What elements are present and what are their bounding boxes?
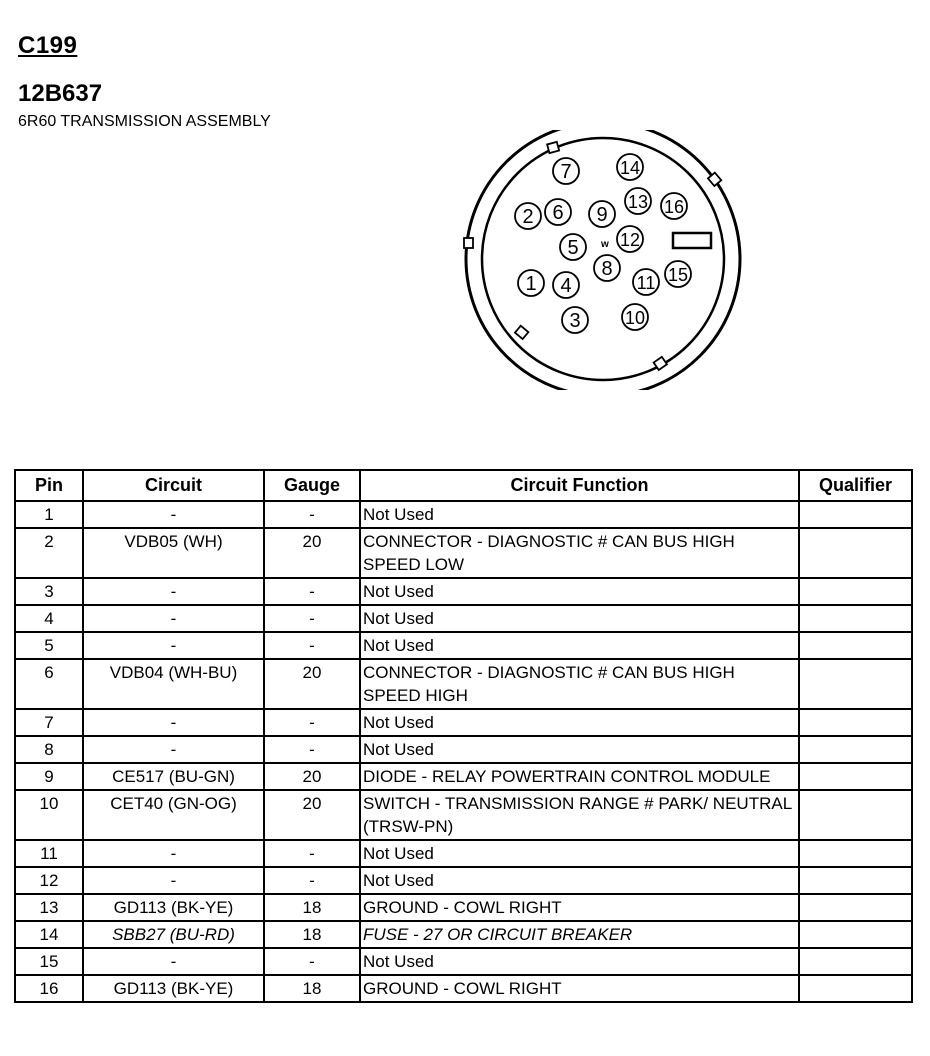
cell-gauge: - <box>264 501 360 528</box>
table-row <box>15 605 912 632</box>
cell-pin: 1 <box>15 501 83 528</box>
cell-gauge: 18 <box>264 975 360 1002</box>
table-row <box>15 501 912 528</box>
connector-face-diagram <box>462 130 744 390</box>
cell-circuit: - <box>83 736 264 763</box>
table-row <box>15 659 912 709</box>
connector-id: C199 <box>18 32 78 59</box>
pin-table <box>14 469 913 1003</box>
cell-pin: 6 <box>15 659 83 709</box>
table-row <box>15 975 912 1002</box>
table-row <box>15 632 912 659</box>
pin-label: 11 <box>636 273 656 293</box>
cell-circuit: SBB27 (BU-RD) <box>83 921 264 948</box>
cell-pin: 5 <box>15 632 83 659</box>
cell-circuit-function: GROUND - COWL RIGHT <box>360 975 799 1002</box>
cell-qualifier <box>799 578 912 605</box>
pin-label: 5 <box>567 237 579 259</box>
table-row <box>15 948 912 975</box>
cell-gauge: 18 <box>264 921 360 948</box>
cell-gauge: - <box>264 948 360 975</box>
cell-gauge: - <box>264 605 360 632</box>
notch-lower-left <box>515 326 528 339</box>
cell-circuit-function: FUSE - 27 OR CIRCUIT BREAKER <box>360 921 799 948</box>
header-gauge: Gauge <box>264 470 360 501</box>
cell-gauge: 20 <box>264 763 360 790</box>
pin-label: 15 <box>667 265 689 285</box>
cell-qualifier <box>799 659 912 709</box>
table-row <box>15 894 912 921</box>
cell-circuit: - <box>83 867 264 894</box>
table-row <box>15 528 912 578</box>
cell-qualifier <box>799 894 912 921</box>
cell-qualifier <box>799 501 912 528</box>
pin-label: 8 <box>601 258 613 280</box>
cell-pin: 16 <box>15 975 83 1002</box>
cell-circuit-function: Not Used <box>360 867 799 894</box>
cell-circuit-function: Not Used <box>360 632 799 659</box>
cell-circuit: CE517 (BU-GN) <box>83 763 264 790</box>
cell-qualifier <box>799 790 912 840</box>
cell-gauge: 20 <box>264 790 360 840</box>
pin-label: 14 <box>619 158 641 178</box>
notch-top <box>547 142 559 153</box>
cell-circuit: GD113 (BK-YE) <box>83 894 264 921</box>
pin-label: 2 <box>522 206 534 228</box>
cell-gauge: 20 <box>264 528 360 578</box>
cell-pin: 13 <box>15 894 83 921</box>
cell-gauge: - <box>264 709 360 736</box>
cell-gauge: - <box>264 736 360 763</box>
cell-pin: 4 <box>15 605 83 632</box>
cell-circuit-function: Not Used <box>360 605 799 632</box>
cell-circuit-function: SWITCH - TRANSMISSION RANGE # PARK/ NEUTRAL (TRSW-PN) <box>360 790 799 840</box>
cell-circuit-function: Not Used <box>360 736 799 763</box>
cell-circuit-function: CONNECTOR - DIAGNOSTIC # CAN BUS HIGH SPEED LOW <box>360 528 799 578</box>
cell-qualifier <box>799 709 912 736</box>
header-circuit-function: Circuit Function <box>360 470 799 501</box>
cell-circuit: - <box>83 632 264 659</box>
table-row <box>15 840 912 867</box>
cell-qualifier <box>799 528 912 578</box>
cell-circuit: - <box>83 709 264 736</box>
cell-qualifier <box>799 763 912 790</box>
cell-circuit: - <box>83 501 264 528</box>
cell-circuit-function: Not Used <box>360 948 799 975</box>
table-row <box>15 790 912 840</box>
polarity-mark: w <box>601 239 609 250</box>
header-circuit: Circuit <box>83 470 264 501</box>
assembly-description: 6R60 TRANSMISSION ASSEMBLY <box>18 113 271 130</box>
pin-label: 13 <box>627 192 649 212</box>
cell-qualifier <box>799 736 912 763</box>
cell-circuit: - <box>83 605 264 632</box>
cell-circuit-function: Not Used <box>360 709 799 736</box>
cell-pin: 9 <box>15 763 83 790</box>
table-row <box>15 763 912 790</box>
cell-circuit-function: Not Used <box>360 578 799 605</box>
pin-label: 10 <box>624 308 646 328</box>
cell-circuit: CET40 (GN-OG) <box>83 790 264 840</box>
pin-label: 1 <box>525 273 537 295</box>
cell-qualifier <box>799 975 912 1002</box>
cell-qualifier <box>799 948 912 975</box>
cell-qualifier <box>799 632 912 659</box>
key-tab <box>673 233 711 248</box>
cell-circuit: - <box>83 578 264 605</box>
notch-left <box>464 238 473 248</box>
cell-gauge: - <box>264 578 360 605</box>
cell-pin: 14 <box>15 921 83 948</box>
cell-qualifier <box>799 605 912 632</box>
header-qualifier: Qualifier <box>799 470 912 501</box>
pin-label: 12 <box>619 230 641 250</box>
cell-circuit-function: Not Used <box>360 840 799 867</box>
cell-gauge: - <box>264 632 360 659</box>
cell-pin: 11 <box>15 840 83 867</box>
cell-circuit-function: CONNECTOR - DIAGNOSTIC # CAN BUS HIGH SPEED HIGH <box>360 659 799 709</box>
cell-circuit: - <box>83 840 264 867</box>
pin-label: 9 <box>596 204 608 226</box>
cell-gauge: 18 <box>264 894 360 921</box>
table-row <box>15 867 912 894</box>
pin-label: 3 <box>569 310 581 332</box>
cell-gauge: - <box>264 867 360 894</box>
pin-label: 16 <box>663 197 685 217</box>
table-row <box>15 578 912 605</box>
cell-gauge: 20 <box>264 659 360 709</box>
cell-circuit: GD113 (BK-YE) <box>83 975 264 1002</box>
cell-pin: 12 <box>15 867 83 894</box>
pin-label: 7 <box>560 161 572 183</box>
cell-pin: 10 <box>15 790 83 840</box>
pin-label: 4 <box>560 275 572 297</box>
header-pin: Pin <box>15 470 83 501</box>
cell-pin: 8 <box>15 736 83 763</box>
cell-pin: 7 <box>15 709 83 736</box>
cell-qualifier <box>799 921 912 948</box>
cell-circuit: VDB04 (WH-BU) <box>83 659 264 709</box>
part-number: 12B637 <box>18 80 103 107</box>
cell-circuit: VDB05 (WH) <box>83 528 264 578</box>
table-row <box>15 709 912 736</box>
cell-circuit-function: Not Used <box>360 501 799 528</box>
cell-pin: 15 <box>15 948 83 975</box>
cell-pin: 3 <box>15 578 83 605</box>
pin-label: 6 <box>552 202 564 224</box>
cell-qualifier <box>799 867 912 894</box>
table-row <box>15 921 912 948</box>
table-row <box>15 736 912 763</box>
cell-qualifier <box>799 840 912 867</box>
cell-circuit-function: GROUND - COWL RIGHT <box>360 894 799 921</box>
cell-circuit-function: DIODE - RELAY POWERTRAIN CONTROL MODULE <box>360 763 799 790</box>
table-header-row <box>15 470 912 501</box>
cell-pin: 2 <box>15 528 83 578</box>
cell-gauge: - <box>264 840 360 867</box>
cell-circuit: - <box>83 948 264 975</box>
